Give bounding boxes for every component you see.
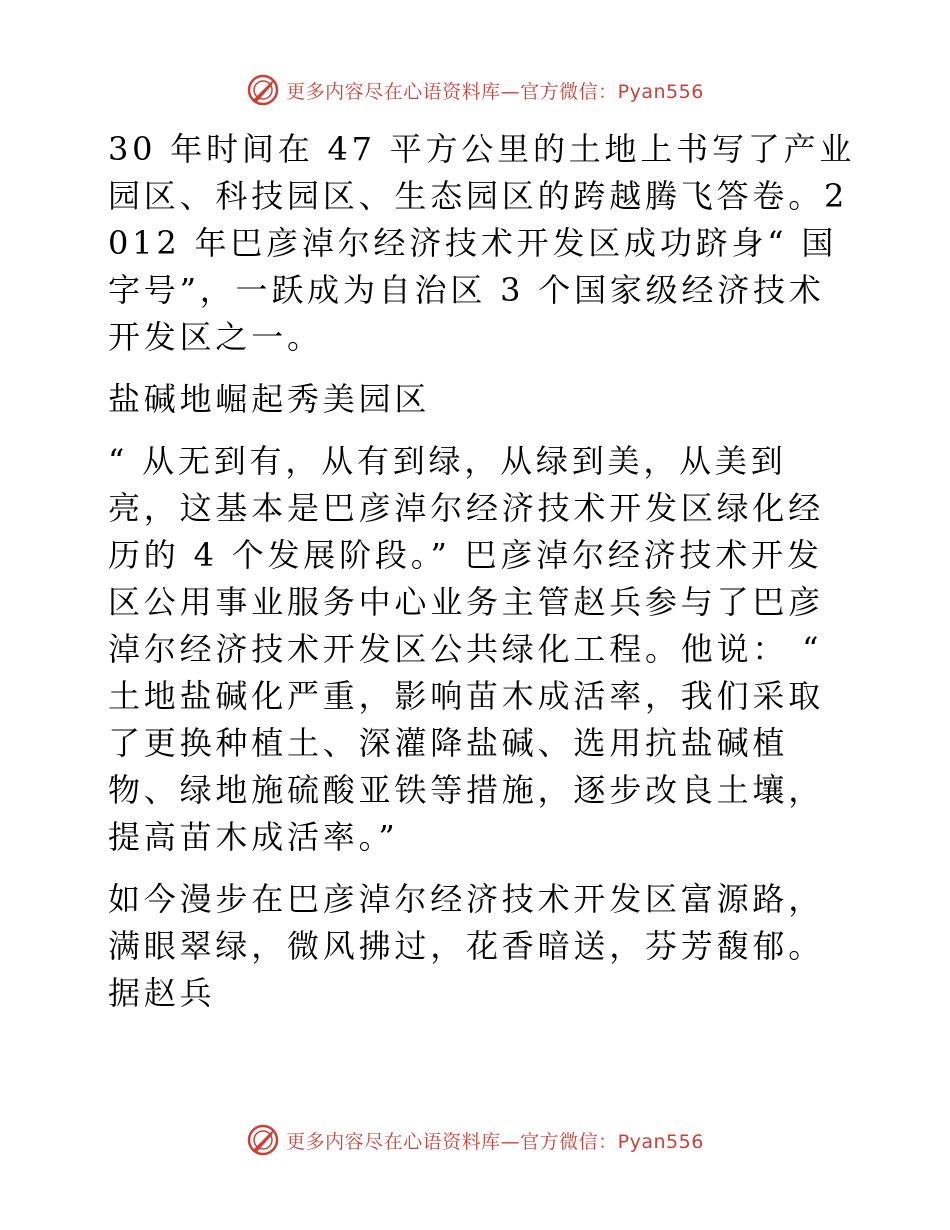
pen-logo-icon xyxy=(246,73,280,107)
section-heading: 盐碱地崛起秀美园区 xyxy=(108,380,431,418)
footer-watermark xyxy=(0,1120,950,1160)
paragraph-3: 如今漫步在巴彦淖尔经济技术开发区富源路，满眼翠绿，微风拂过，花香暗送，芬芳馥郁。据赵兵 xyxy=(108,880,825,1012)
pen-logo-icon xyxy=(246,1123,280,1157)
watermark-text: 更多内容尽在心语资料库—官方微信：Pyan556 xyxy=(286,80,704,103)
paragraph-1: 30 年时间在 47 平方公里的土地上书写了产业园区、科技园区、生态园区的跨越腾飞答卷。2012 年巴彦淖尔经济技术开发区成功跻身“ 国字号”，一跃成为自治区 3 个国家级经济技术开发区之一。 xyxy=(108,130,856,356)
paragraph-2: “ 从无到有，从有到绿，从绿到美，从美到亮，这基本是巴彦淖尔经济技术开发区绿化经历的 4 个发展阶段。” 巴彦淖尔经济技术开发区公用事业服务中心业务主管赵兵参与了巴彦淖尔经济技术开发区公共绿化工程。他说： “ 土地盐碱化严重，影响苗木成活率，我们采取了更换种植土、深灌降盐碱、选用抗盐碱植物、绿地施硫酸亚铁等措施，逐步改良土壤，提高苗木成活率。” xyxy=(108,442,825,856)
header-watermark xyxy=(0,70,950,110)
document-body xyxy=(98,126,858,1017)
watermark-text: 更多内容尽在心语资料库—官方微信：Pyan556 xyxy=(286,1130,704,1153)
